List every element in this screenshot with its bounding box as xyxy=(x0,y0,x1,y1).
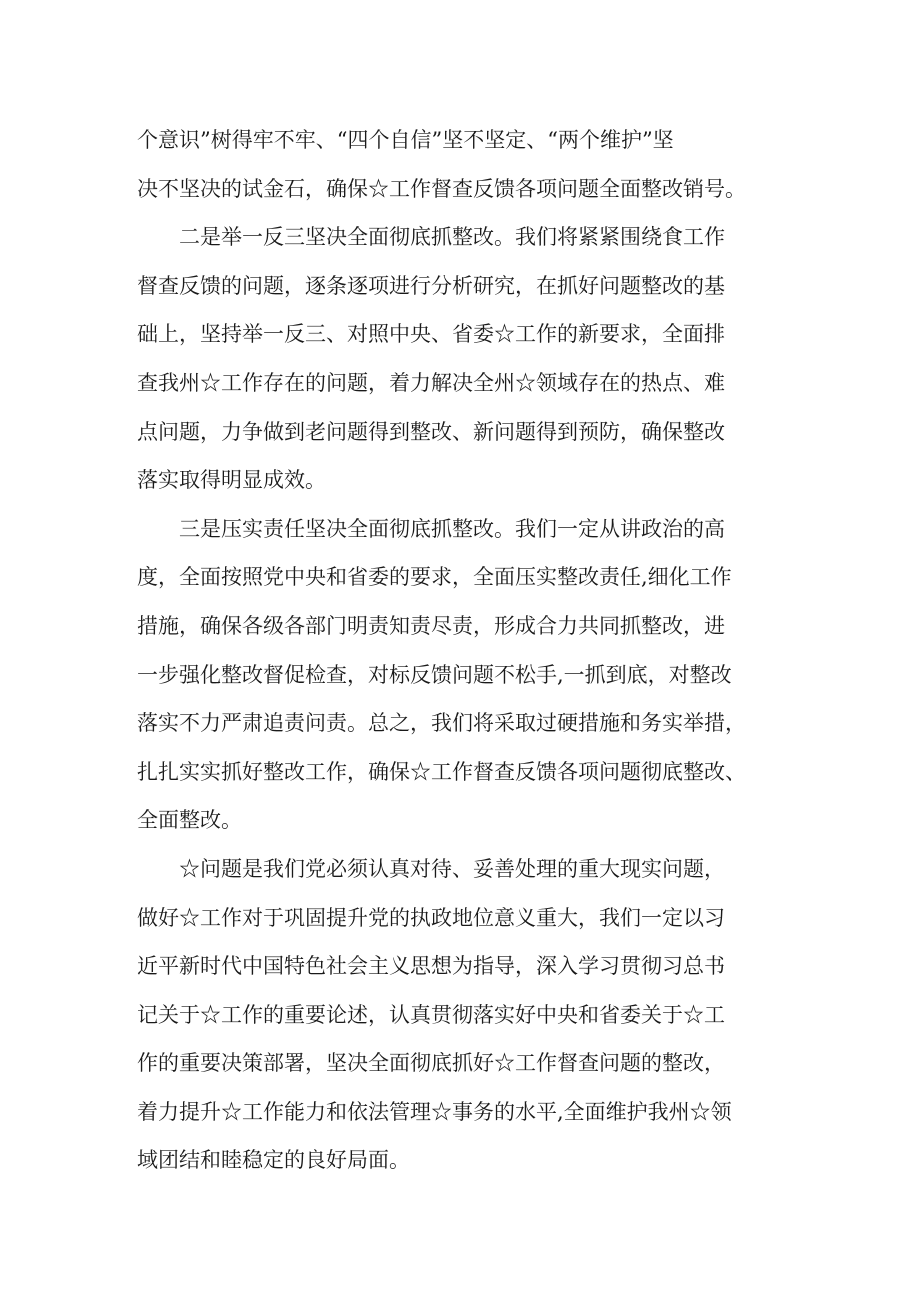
paragraph-conclusion xyxy=(137,845,797,1185)
text-line: 础上，坚持举一反三、对照中央、省委☆工作的新要求，全面排 xyxy=(137,322,725,347)
text-line: 个意识”树得牢不牢、“四个自信”坚不坚定、“两个维护”坚 xyxy=(137,128,674,152)
text-line: 扎扎实实抓好整改工作，确保☆工作督查反馈各项问题彻底整改、 xyxy=(137,759,746,784)
text-line: 度，全面按照党中央和省委的要求，全面压实整改责任,细化工作 xyxy=(137,565,732,590)
paragraph-continuation xyxy=(137,116,797,213)
text-line: 域团结和睦稳定的良好局面。 xyxy=(137,1148,410,1173)
text-line: 督查反馈的问题，逐条逐项进行分析研究，在抓好问题整改的基 xyxy=(137,273,725,298)
text-line: 落实取得明显成效。 xyxy=(137,468,326,493)
text-line: 点问题，力争做到老问题得到整改、新问题得到预防，确保整改 xyxy=(137,419,725,444)
paragraph-point-three xyxy=(137,505,797,845)
document-body xyxy=(137,116,797,1185)
text-line: 三是压实责任坚决全面彻底抓整改。我们一定从讲政治的高 xyxy=(137,516,725,541)
text-line: 二是举一反三坚决全面彻底抓整改。我们将紧紧围绕食工作 xyxy=(137,225,725,250)
text-line: 查我州☆工作存在的问题，着力解决全州☆领域存在的热点、难 xyxy=(137,370,725,395)
text-line: 做好☆工作对于巩固提升党的执政地位意义重大，我们一定以习 xyxy=(137,905,725,930)
text-line: 作的重要决策部署，坚决全面彻底抓好☆工作督查问题的整改， xyxy=(137,1051,725,1076)
text-line: 记关于☆工作的重要论述，认真贯彻落实好中央和省委关于☆工 xyxy=(137,1002,725,1027)
text-line: 措施，确保各级各部门明责知责尽责，形成合力共同抓整改，进 xyxy=(137,613,725,638)
text-line: 决不坚决的试金石，确保☆工作督查反馈各项问题全面整改销号。 xyxy=(137,176,746,201)
text-line: ☆问题是我们党必须认真对待、妥善处理的重大现实问题， xyxy=(137,856,725,881)
text-line: 着力提升☆工作能力和依法管理☆事务的水平,全面维护我州☆领 xyxy=(137,1099,732,1124)
text-line: 全面整改。 xyxy=(137,808,242,833)
paragraph-point-two xyxy=(137,213,797,505)
text-line: 落实不力严肃追责问责。总之，我们将采取过硬措施和务实举措， xyxy=(137,711,746,736)
text-line: 近平新时代中国特色社会主义思想为指导，深入学习贯彻习总书 xyxy=(137,954,725,979)
text-line: 一步强化整改督促检查，对标反馈问题不松手,一抓到底，对整改 xyxy=(137,662,732,687)
